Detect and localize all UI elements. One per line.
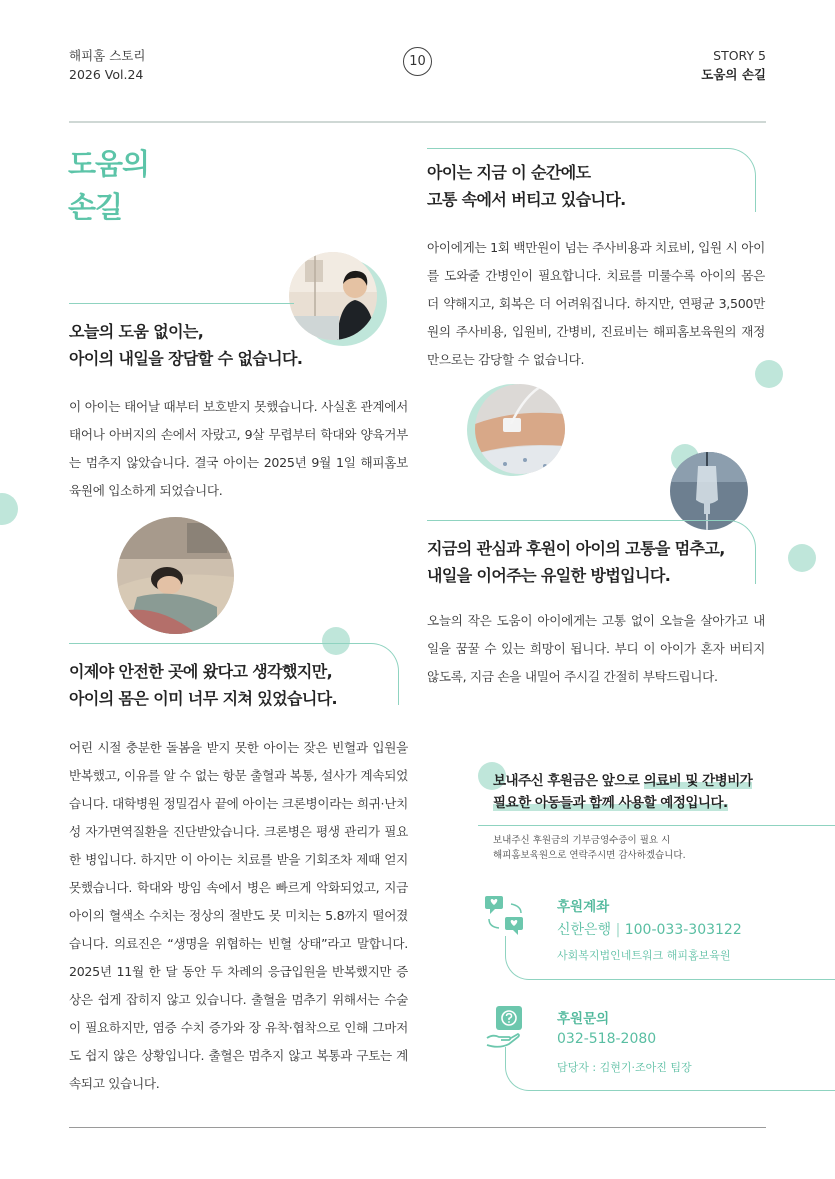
account-number: 100-033-303122 (624, 922, 742, 938)
inquiry-phone[interactable]: 032-518-2080 (557, 1031, 657, 1047)
section1-heading-line2: 아이의 내일을 장담할 수 없습니다. (69, 349, 303, 368)
decor-dot-right-1 (755, 360, 783, 388)
section2-heading-line1: 이제야 안전한 곳에 왔다고 생각했지만, (69, 662, 333, 681)
account-bank: 신한은행 (557, 922, 612, 938)
section1-heading-line1: 오늘의 도움 없이는, (69, 322, 204, 341)
section2-paragraph: 어린 시절 충분한 돌봄을 받지 못한 아이는 잦은 빈혈과 입원을 반복했고, 이유를 알 수 없는 항문 출혈과 복통, 설사가 계속되었습니다. 대학병원 정밀검사 끝에 아이는 크론병이라는 희귀·난치성 자가면역질환을 진단받았습니다. 크론병은 평생 관리가 필요한 병입니다. 하지만 이 아이는 치료를 받을 기회조차 제때 얻지 못했습니다. 학대와 방임 속에서 병은 빠르게 악화되었고, 지금 아이의 혈색소 수치는 정상의 절반도 못 미치는 5.8까지 떨어졌습니다. 의료진은 “생명을 위협하는 빈혈 상태”라고 말합니다. 2025년 11월 한 달 동안 두 차례의 응급입원을 반복했지만 증상은 쉽게 잡히지 않고 있습니다. 출혈을 멈추기 위해서는 수술이 필요하지만, 염증 수치 증가와 장 유착·협착으로 인해 그마저도 쉽지 않은 상황입니다. 출혈은 멈추지 않고 복통과 구토는 계속되고 있습니다. (69, 740, 408, 1091)
account-info[interactable] (557, 919, 742, 939)
decor-line-1 (69, 303, 294, 304)
section4-heading (427, 535, 725, 589)
inquiry-title: 후원문의 (557, 1011, 610, 1027)
section3-heading-line1: 아이는 지금 이 순간에도 (427, 163, 591, 182)
account-separator: | (615, 922, 625, 938)
section-label: STORY 5 (713, 48, 766, 63)
donation-heading (493, 770, 752, 814)
section1-paragraph: 이 아이는 태어날 때부터 보호받지 못했습니다. 사실혼 관계에서 태어나 아버지의 손에서 자랐고, 9살 무렵부터 학대와 양육거부는 멈추지 않았습니다. 결국 아이는 2025년 9월 1일 해피홈보육원에 입소하게 되었습니다. (69, 399, 408, 498)
section2-heading-line2: 아이의 몸은 이미 너무 지쳐 있었습니다. (69, 689, 338, 708)
section3-heading-line2: 고통 속에서 버티고 있습니다. (427, 190, 626, 209)
section2-heading (69, 658, 337, 712)
section3-paragraph: 아이에게는 1회 백만원이 넘는 주사비용과 치료비, 입원 시 아이를 도와줄 간병인이 필요합니다. 치료를 미룰수록 아이의 몸은 더 약해지고, 회복은 더 어려워집니다. 하지만, 연평균 3,500만원의 주사비용, 입원비, 간병비, 진료비는 해피홈보육원의 재정만으로는 감당할 수 없습니다. (427, 240, 765, 367)
section4-paragraph: 오늘의 작은 도움이 아이에게는 고통 없이 오늘을 살아가고 내일을 꿈꿀 수 있는 희망이 됩니다. 부디 이 아이가 혼자 버티지 않도록, 지금 손을 내밀어 주시길 간절히 부탁드립니다. (427, 613, 765, 684)
donation-heading-pre: 보내주신 후원금은 앞으로 (493, 773, 644, 789)
decor-dot-right-3 (788, 544, 816, 572)
account-title: 후원계좌 (557, 899, 610, 915)
section4-heading-line1: 지금의 관심과 후원이 아이의 고통을 멈추고, (427, 539, 725, 558)
donation-note-line2: 해피홈보육원으로 연락주시면 감사하겠습니다. (493, 850, 686, 861)
section-title: 도움의 손길 (701, 67, 766, 82)
donation-note-line1: 보내주신 후원금의 기부금영수증이 필요 시 (493, 835, 671, 846)
account-holder: 사회복지법인네트워크 해피홈보육원 (557, 949, 731, 962)
publication-name: 해피홈 스토리 (69, 48, 146, 63)
issue-label: 2026 Vol.24 (69, 67, 144, 82)
story-title-line1: 도움의 (68, 147, 150, 181)
story-title-line2: 손길 (68, 190, 123, 224)
section4-heading-line2: 내일을 이어주는 유일한 방법입니다. (427, 566, 671, 585)
photo-child-sleeping (117, 517, 234, 634)
header-divider (69, 121, 766, 123)
chat-bubbles-heart-icon (483, 893, 529, 939)
donation-heading-line1 (493, 770, 752, 792)
donation-heading-highlight-1: 의료비 및 간병비가 (643, 773, 753, 789)
decor-dot-left (0, 493, 18, 525)
section1-heading (69, 318, 302, 372)
section3-heading (427, 159, 626, 213)
page-number: 10 (403, 47, 432, 76)
story-title (68, 143, 149, 229)
question-hand-icon (485, 1005, 531, 1051)
inquiry-contact: 담당자 : 김현기·조아진 팀장 (557, 1061, 692, 1074)
donation-divider (478, 825, 835, 826)
donation-heading-highlight-2: 필요한 아동들과 함께 사용할 예정입니다. (493, 795, 728, 811)
footer-divider (69, 1127, 766, 1128)
header-left (69, 46, 145, 84)
header-right (701, 46, 766, 84)
donation-heading-line2 (493, 792, 752, 814)
donation-note (493, 833, 686, 863)
photo-arm-iv (475, 384, 565, 474)
photo-iv-bag (670, 452, 748, 530)
